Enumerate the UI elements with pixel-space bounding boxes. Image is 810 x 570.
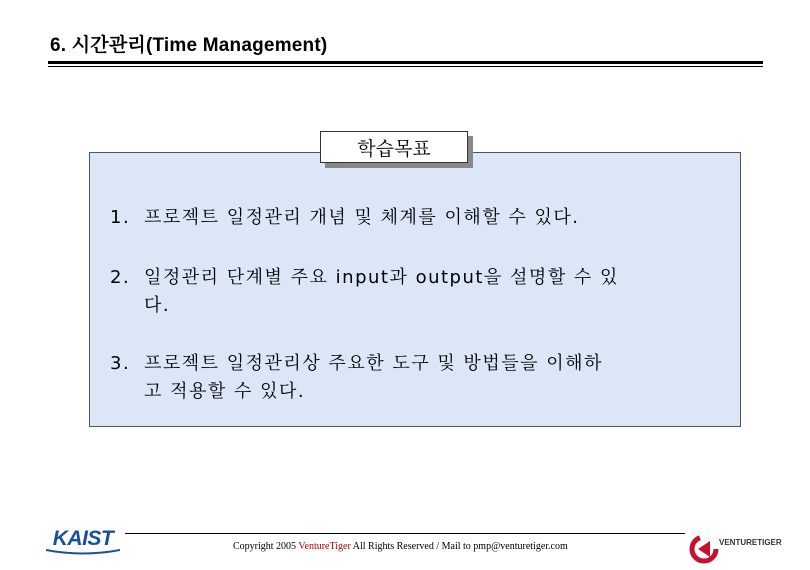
copyright-prefix: Copyright 2005 [233,541,299,552]
objective-item-1 [110,204,730,232]
footer-divider [125,533,685,534]
title-divider-thin [48,66,763,67]
objective-text: 프로젝트 일정관리 개념 및 체계를 이해할 수 있다. [144,207,580,228]
title-divider-thick [48,61,763,64]
objective-text: 프로젝트 일정관리상 주요한 도구 및 방법들을 이해하 [144,353,603,374]
kaist-logo-icon [42,525,124,555]
kaist-logo-text: KAIST [52,527,114,550]
objective-number: 2. [110,267,131,288]
venturetiger-logo-icon [688,527,783,565]
copyright-notice [233,541,568,552]
copyright-suffix: All Rights Reserved / Mail to pmp@venturetiger.com [350,541,568,552]
objective-number: 1. [110,207,131,228]
slide-title: 6. 시간관리(Time Management) [50,35,328,56]
objective-item-3 [110,350,730,406]
objective-item-2 [110,264,730,320]
objectives-heading-label: 학습목표 [357,137,431,160]
objective-number: 3. [110,353,131,374]
objective-text-continued: 다. [144,295,171,316]
objectives-heading [320,131,468,163]
objective-text: 일정관리 단계별 주요 input과 output을 설명할 수 있 [144,267,619,288]
objective-text-continued: 고 적용할 수 있다. [144,381,306,402]
venturetiger-logo-text: VENTURETIGER [719,538,782,547]
copyright-brand: VentureTiger [298,541,351,552]
